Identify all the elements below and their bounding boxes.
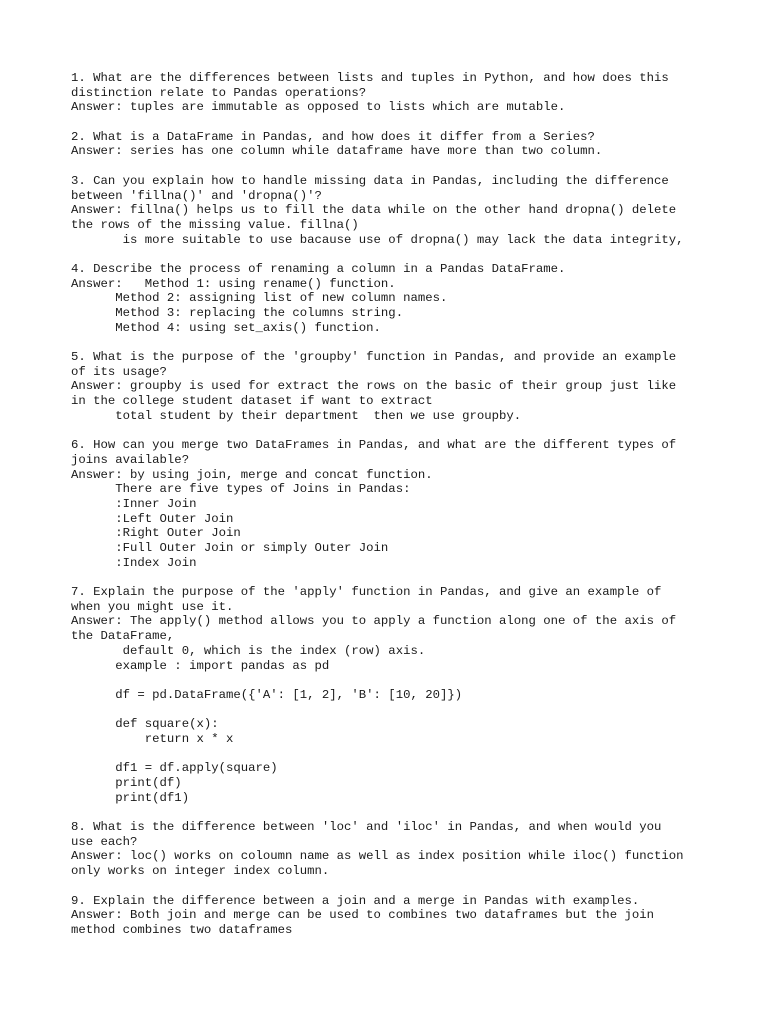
blank-line bbox=[71, 159, 731, 174]
text-line: Answer: The apply() method allows you to apply a function along one of the axis of bbox=[71, 614, 677, 629]
blank-line bbox=[71, 703, 731, 718]
text-line: only works on integer index column. bbox=[71, 864, 330, 879]
text-line: Answer: loc() works on coloumn name as well as index position while iloc() function bbox=[71, 849, 684, 864]
blank-line bbox=[71, 673, 731, 688]
blank-line bbox=[71, 424, 731, 439]
text-line: Method 4: using set_axis() function. bbox=[71, 320, 381, 335]
text-line: 8. What is the difference between 'loc' and 'iloc' in Pandas, and when would you bbox=[71, 820, 662, 835]
text-line: 1. What are the differences between lists and tuples in Python, and how does this bbox=[71, 71, 669, 85]
text-line: :Left Outer Join bbox=[71, 511, 234, 526]
text-line: return x * x bbox=[71, 731, 234, 746]
text-line: 7. Explain the purpose of the 'apply' function in Pandas, and give an example of bbox=[71, 585, 662, 600]
text-line: 3. Can you explain how to handle missing data in Pandas, including the difference bbox=[71, 173, 669, 188]
text-line: the DataFrame, bbox=[71, 629, 175, 644]
text-line: of its usage? bbox=[71, 364, 167, 379]
text-line: 5. What is the purpose of the 'groupby' function in Pandas, and provide an example bbox=[71, 350, 677, 365]
text-line: Answer: groupby is used for extract the rows on the basic of their group just like bbox=[71, 379, 677, 394]
blank-line bbox=[71, 805, 731, 820]
text-line: use each? bbox=[71, 834, 138, 849]
text-line: 2. What is a DataFrame in Pandas, and how does it differ from a Series? bbox=[71, 129, 595, 144]
text-line: distinction relate to Pandas operations? bbox=[71, 85, 367, 100]
text-line: 6. How can you merge two DataFrames in Pandas, and what are the different types of bbox=[71, 438, 677, 453]
text-line: method combines two dataframes bbox=[71, 922, 293, 937]
text-line: in the college student dataset if want to extract bbox=[71, 394, 433, 409]
blank-line bbox=[71, 570, 731, 585]
text-line: :Index Join bbox=[71, 555, 197, 570]
text-line: Answer: Method 1: using rename() function. bbox=[71, 276, 396, 291]
blank-line bbox=[71, 879, 731, 894]
text-line: Answer: Both join and merge can be used to combines two dataframes but the join bbox=[71, 908, 654, 923]
text-line: Answer: series has one column while dataframe have more than two column. bbox=[71, 144, 603, 159]
text-line: Answer: fillna() helps us to fill the data while on the other hand dropna() delete bbox=[71, 203, 677, 218]
blank-line bbox=[71, 747, 731, 762]
text-line: Answer: by using join, merge and concat function. bbox=[71, 467, 433, 482]
text-line: the rows of the missing value. fillna() bbox=[71, 217, 359, 232]
text-line: default 0, which is the index (row) axis. bbox=[71, 643, 426, 658]
text-line: Answer: tuples are immutable as opposed to lists which are mutable. bbox=[71, 100, 566, 115]
text-line: There are five types of Joins in Pandas: bbox=[71, 482, 411, 497]
blank-line bbox=[71, 247, 731, 262]
text-line: Method 3: replacing the columns string. bbox=[71, 306, 404, 320]
text-line: 9. Explain the difference between a join and a merge in Pandas with examples. bbox=[71, 893, 640, 908]
text-line: df1 = df.apply(square) bbox=[71, 761, 278, 776]
text-line: total student by their department then we use groupby. bbox=[71, 408, 522, 423]
text-line: df = pd.DataFrame({'A': [1, 2], 'B': [10, 20]}) bbox=[71, 687, 463, 702]
document-body bbox=[71, 71, 731, 938]
text-line: Method 2: assigning list of new column names. bbox=[71, 291, 448, 306]
blank-line bbox=[71, 335, 731, 350]
text-line: def square(x): bbox=[71, 717, 219, 732]
text-line: between 'fillna()' and 'dropna()'? bbox=[71, 188, 322, 203]
text-line: is more suitable to use bacause use of dropna() may lack the data integrity, bbox=[71, 232, 684, 247]
text-line: example : import pandas as pd bbox=[71, 658, 330, 673]
text-line: print(df1) bbox=[71, 790, 190, 805]
text-line: :Inner Join bbox=[71, 496, 197, 511]
text-line: print(df) bbox=[71, 776, 182, 790]
text-line: 4. Describe the process of renaming a column in a Pandas DataFrame. bbox=[71, 261, 566, 276]
text-line: :Right Outer Join bbox=[71, 526, 241, 541]
text-line: joins available? bbox=[71, 452, 190, 467]
blank-line bbox=[71, 115, 731, 130]
text-line: when you might use it. bbox=[71, 599, 234, 614]
text-line: :Full Outer Join or simply Outer Join bbox=[71, 541, 389, 555]
